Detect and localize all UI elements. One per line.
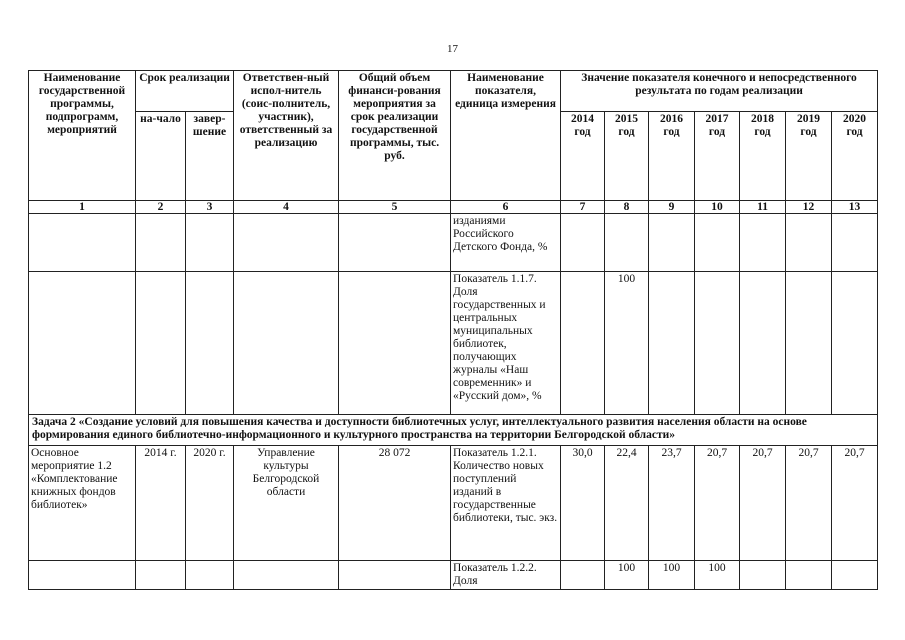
cell-value: 20,7 (695, 446, 740, 561)
cell-responsible (234, 214, 339, 272)
cell-start: 2014 г. (136, 446, 186, 561)
column-number: 6 (451, 201, 561, 214)
column-number: 10 (695, 201, 740, 214)
cell-value (695, 272, 740, 415)
column-number: 5 (339, 201, 451, 214)
header-year-2016: 2016 год (649, 112, 695, 201)
cell-funding (339, 561, 451, 590)
column-number: 3 (186, 201, 234, 214)
page-number: 17 (447, 43, 458, 55)
header-term-end: завер-шение (186, 112, 234, 201)
cell-end (186, 561, 234, 590)
column-number: 4 (234, 201, 339, 214)
cell-funding (339, 214, 451, 272)
header-year-2018: 2018 год (740, 112, 786, 201)
task-row (29, 415, 878, 446)
cell-value: 30,0 (561, 446, 605, 561)
column-number: 12 (786, 201, 832, 214)
column-numbers-row (29, 201, 878, 214)
cell-value (786, 272, 832, 415)
header-year-2020: 2020 год (832, 112, 878, 201)
cell-value (605, 214, 649, 272)
cell-start (136, 214, 186, 272)
cell-responsible (234, 272, 339, 415)
cell-name (29, 272, 136, 415)
column-number: 11 (740, 201, 786, 214)
header-funding: Общий объем финанси-рования мероприятия за срок реализации государственной программы, тыс. руб. (339, 71, 451, 201)
column-number: 7 (561, 201, 605, 214)
header-term: Срок реализации (136, 71, 234, 112)
header-year-2017: 2017 год (695, 112, 740, 201)
cell-value (832, 272, 878, 415)
cell-value (649, 214, 695, 272)
column-number: 1 (29, 201, 136, 214)
cell-value (561, 214, 605, 272)
cell-end: 2020 г. (186, 446, 234, 561)
cell-value (649, 272, 695, 415)
table-row (29, 272, 878, 415)
header-responsible: Ответствен-ный испол-нитель (соис-полнитель, участник), ответственный за реализацию (234, 71, 339, 201)
cell-value (695, 214, 740, 272)
cell-indicator: изданиями Российского Детского Фонда, % (451, 214, 561, 272)
header-year-2014: 2014 год (561, 112, 605, 201)
task-title: Задача 2 «Создание условий для повышения качества и доступности библиотечных услуг, интеллектуального развития населения области на основе формирования единого библиотечно-информационного и культурного пространства на территории Белгородской области» (29, 415, 878, 446)
column-number: 9 (649, 201, 695, 214)
cell-start (136, 561, 186, 590)
cell-value (561, 272, 605, 415)
cell-end (186, 214, 234, 272)
cell-funding (339, 272, 451, 415)
cell-value (561, 561, 605, 590)
cell-funding: 28 072 (339, 446, 451, 561)
cell-name (29, 214, 136, 272)
program-table (28, 70, 878, 590)
cell-end (186, 272, 234, 415)
header-year-2019: 2019 год (786, 112, 832, 201)
cell-value (740, 272, 786, 415)
cell-value: 22,4 (605, 446, 649, 561)
cell-value (832, 214, 878, 272)
column-number: 2 (136, 201, 186, 214)
header-year-2015: 2015 год (605, 112, 649, 201)
cell-indicator: Показатель 1.2.2. Доля (451, 561, 561, 590)
cell-value: 100 (695, 561, 740, 590)
column-number: 8 (605, 201, 649, 214)
header-term-start: на-чало (136, 112, 186, 201)
cell-indicator: Показатель 1.1.7. Доля государственных и центральных муниципальных библиотек, получающих журналы «Наш современник» и «Русский дом», % (451, 272, 561, 415)
table-row (29, 561, 878, 590)
cell-value: 20,7 (740, 446, 786, 561)
cell-value (740, 561, 786, 590)
table-row (29, 214, 878, 272)
cell-name: Основное мероприятие 1.2 «Комплектование книжных фондов библиотек» (29, 446, 136, 561)
cell-value: 23,7 (649, 446, 695, 561)
cell-responsible: Управление культуры Белгородской области (234, 446, 339, 561)
cell-responsible (234, 561, 339, 590)
cell-value (832, 561, 878, 590)
cell-value: 20,7 (786, 446, 832, 561)
cell-value (786, 561, 832, 590)
cell-value: 100 (649, 561, 695, 590)
header-name: Наименование государственной программы, подпрограмм, мероприятий (29, 71, 136, 201)
cell-value (740, 214, 786, 272)
column-number: 13 (832, 201, 878, 214)
cell-value: 100 (605, 561, 649, 590)
table-row (29, 446, 878, 561)
header-indicator: Наименование показателя, единица измерения (451, 71, 561, 201)
header-row-top (29, 71, 878, 112)
cell-indicator: Показатель 1.2.1. Количество новых поступлений изданий в государственные библиотеки, тыс. экз. (451, 446, 561, 561)
cell-value (786, 214, 832, 272)
cell-value: 20,7 (832, 446, 878, 561)
cell-value: 100 (605, 272, 649, 415)
header-values: Значение показателя конечного и непосредственного результата по годам реализации (561, 71, 878, 112)
cell-start (136, 272, 186, 415)
cell-name (29, 561, 136, 590)
